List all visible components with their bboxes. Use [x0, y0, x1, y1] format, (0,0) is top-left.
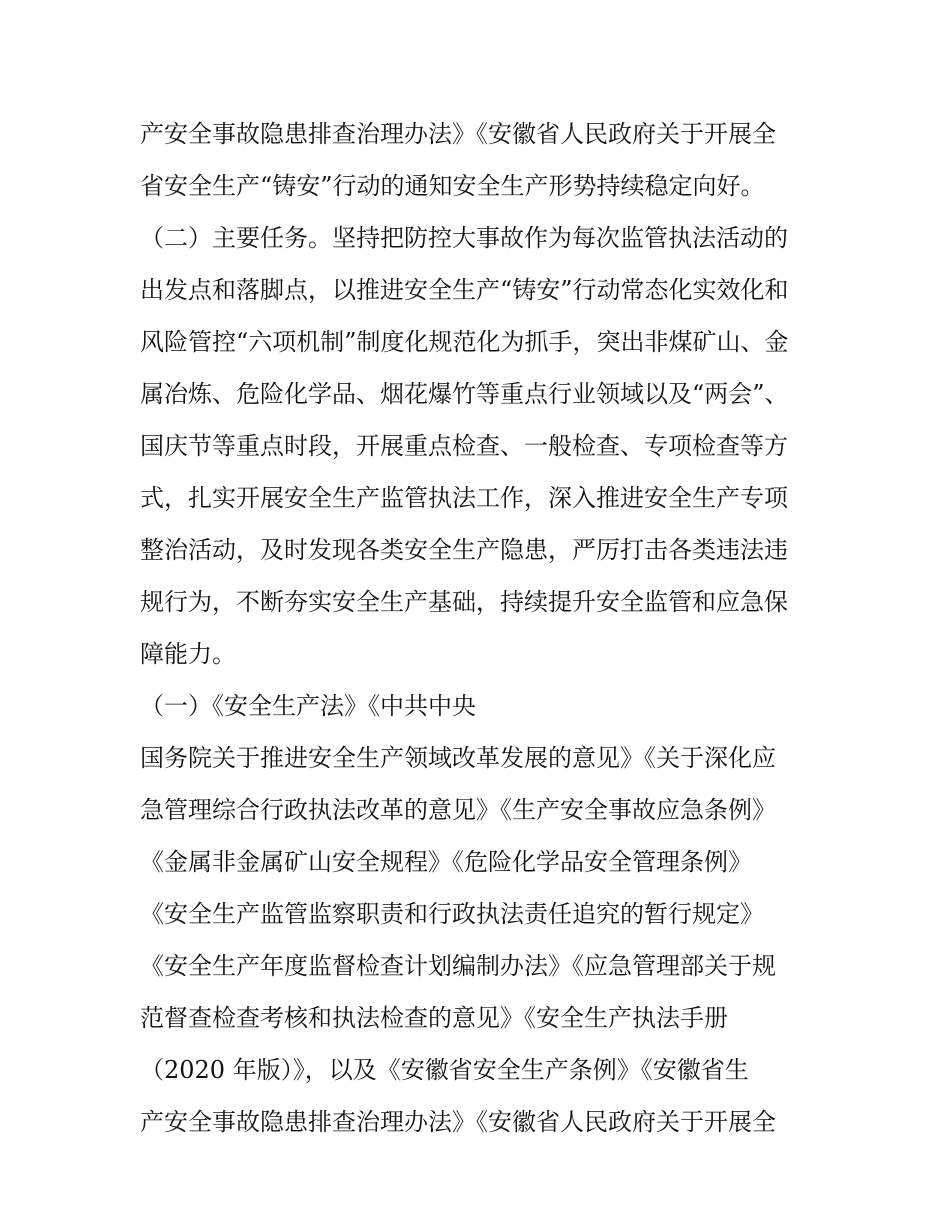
text-line-18: 范督查检查考核和执法检查的意见》《安全生产执法手册	[140, 1004, 728, 1032]
text-line-16: 《安全生产监管监察职责和行政执法责任追究的暂行规定》	[140, 900, 764, 928]
text-line-3: （二）主要任务。坚持把防控大事故作为每次监管执法活动的	[140, 224, 788, 252]
text-line-14: 急管理综合行政执法改革的意见》《生产安全事故应急条例》	[140, 796, 776, 824]
text-line-5: 风险管控“六项机制”制度化规范化为抓手，突出非煤矿山、金	[140, 328, 789, 356]
text-line-1: 产安全事故隐患排查治理办法》《安徽省人民政府关于开展全	[140, 120, 776, 148]
text-line-4: 出发点和落脚点，以推进安全生产“铸安”行动常态化实效化和	[140, 276, 789, 304]
document-body	[140, 108, 820, 1148]
text-line-17: 《安全生产年度监督检查计划编制办法》《应急管理部关于规	[140, 952, 776, 980]
text-line-19: （2020 年版）》，以及《安徽省安全生产条例》《安徽省生	[140, 1056, 749, 1084]
text-line-7: 国庆节等重点时段，开展重点检查、一般检查、专项检查等方	[140, 432, 788, 460]
text-line-11: 障能力。	[140, 640, 236, 668]
text-line-6: 属冶炼、危险化学品、烟花爆竹等重点行业领域以及“两会”、	[140, 380, 789, 408]
text-line-8: 式，扎实开展安全生产监管执法工作，深入推进安全生产专项	[140, 484, 788, 512]
text-line-15: 《金属非金属矿山安全规程》《危险化学品安全管理条例》	[140, 848, 752, 876]
text-line-10: 规行为，不断夯实安全生产基础，持续提升安全监管和应急保	[140, 588, 788, 616]
text-line-2: 省安全生产“铸安”行动的通知安全生产形势持续稳定向好。	[140, 172, 765, 200]
text-line-12: （一）《安全生产法》《中共中央	[140, 692, 476, 720]
text-line-20: 产安全事故隐患排查治理办法》《安徽省人民政府关于开展全	[140, 1108, 776, 1136]
text-line-13: 国务院关于推进安全生产领域改革发展的意见》《关于深化应	[140, 744, 776, 772]
text-line-9: 整治活动，及时发现各类安全生产隐患，严厉打击各类违法违	[140, 536, 788, 564]
